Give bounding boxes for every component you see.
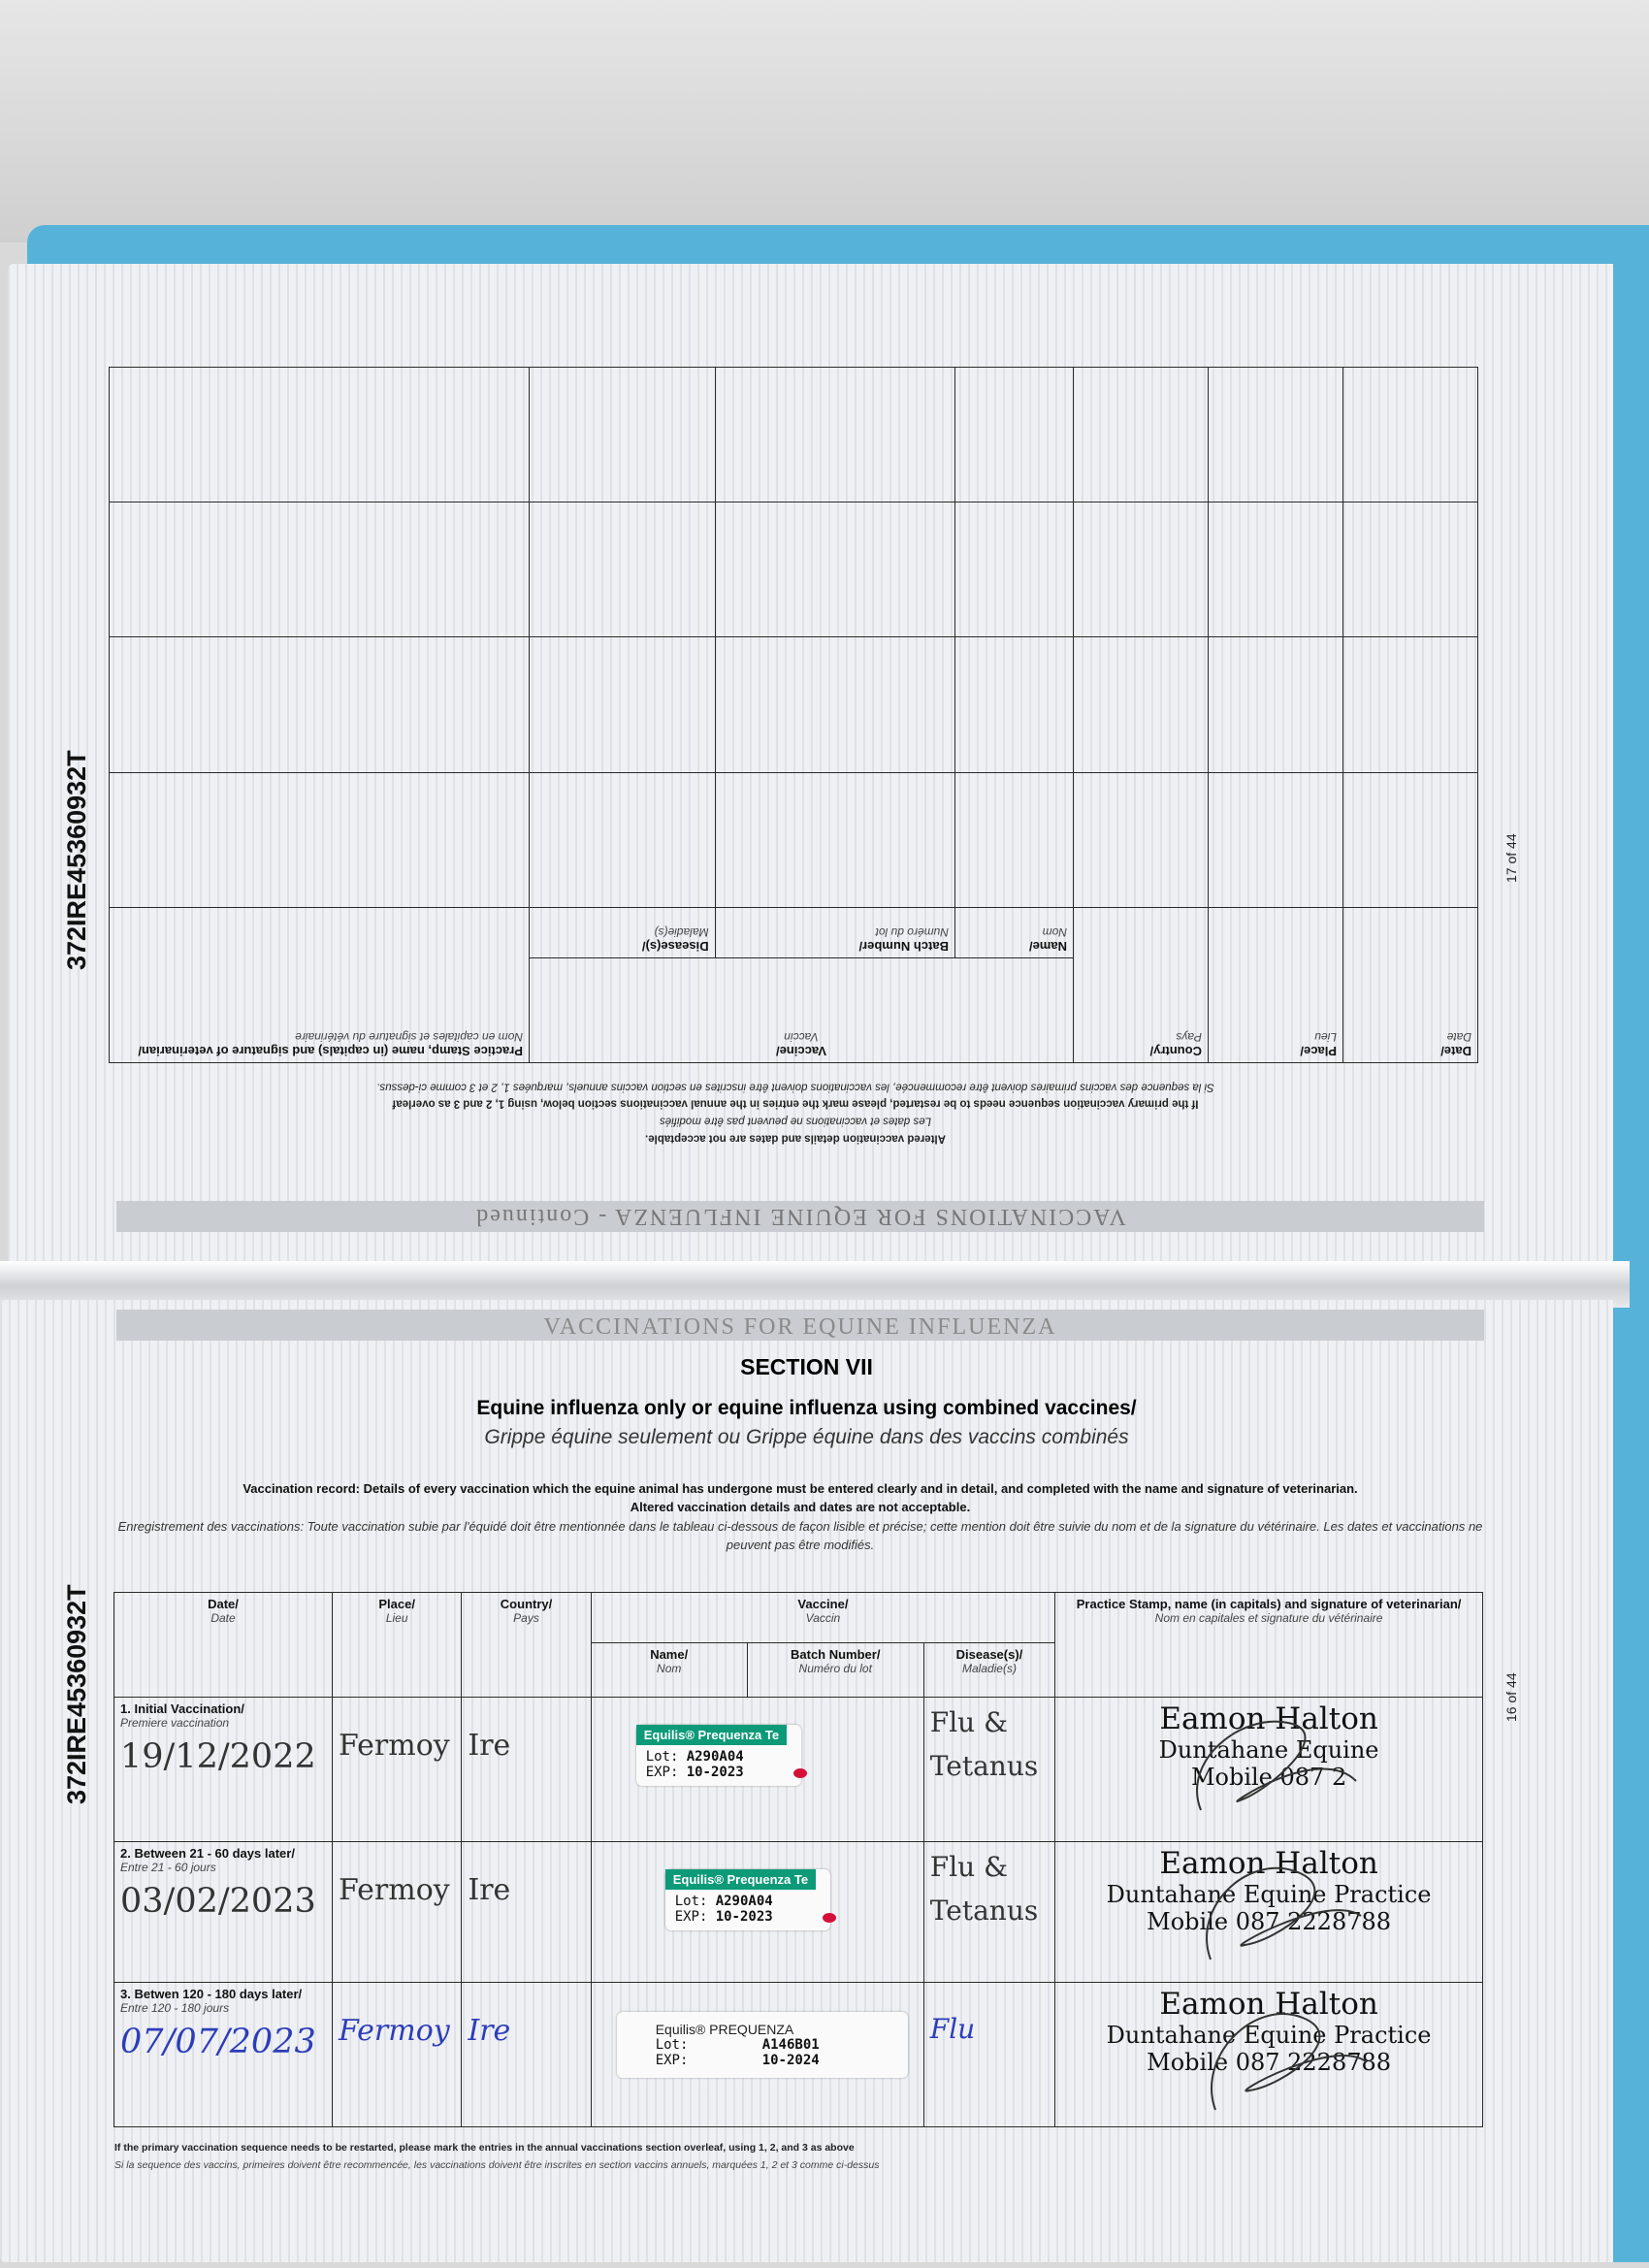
th-vaccine: Vaccine/ Vaccin <box>530 958 1074 1063</box>
row-1-country-cell: Ire <box>462 1698 591 1842</box>
table-row <box>110 502 1478 637</box>
row-2-disease-cell: Flu & Tetanus <box>923 1841 1054 1983</box>
row-2-place-cell: Fermoy <box>332 1841 461 1983</box>
th-name: Name/ Nom <box>954 908 1073 958</box>
row-3-date: 07/07/2023 <box>120 2023 316 2062</box>
row-1-date: 19/12/2022 <box>120 1737 316 1777</box>
table-row <box>114 1698 1483 1842</box>
row-2-date-cell: 2. Between 21 - 60 days later/ Entre 21 - 60 jours 03/02/2023 <box>114 1841 333 1983</box>
top-vaccination-table <box>109 367 1478 1063</box>
row-1-vet-stamp: Eamon Halton Duntahane Equine Mobile 087 2 <box>1055 1698 1483 1842</box>
record-instructions-fr: Enregistrement des vaccinations: Toute vaccination subie par l'équidé doit être mentionnée dans le tableau ci-dessous de façon lisible et précise; cette mention doit être suivie du nom et de la signature du vétérinaire. Les dates et vaccinations ne peuvent pas être modifiés. <box>117 1519 1483 1552</box>
th-disease: Disease(s)/ Maladie(s) <box>530 908 716 958</box>
row-1-disease-cell: Flu & Tetanus <box>923 1698 1054 1842</box>
row-2-vaccine-sticker: Equilis® Prequenza Te Lot: A290A04 EXP: 10-2023 <box>591 1841 923 1983</box>
passport-id-bottom: 372IRE45360932T <box>62 1584 91 1804</box>
record-instructions: Vaccination record: Details of every vaccination which the equine animal has undergone must be entered clearly and in detail, and completed with the name and signature of veterinarian. Altered vaccination details and dates are not acceptable. <box>242 1481 1358 1514</box>
page-number-bottom: 16 of 44 <box>1504 1672 1519 1722</box>
row-3-disease-cell: Flu <box>923 1983 1054 2127</box>
footer-note: If the primary vaccination sequence needs to be restarted, please mark the entries in the annual vaccinations section overleaf, using 1, 2, and 3 as above <box>114 2142 855 2154</box>
altered-note-fr: Les dates et vaccinations ne peuvent pas être modifiés <box>660 1115 932 1127</box>
th-vaccine: Vaccine/ Vaccin <box>591 1593 1054 1643</box>
row-3-vaccine-sticker: Equilis® PREQUENZA Lot: A146B01 EXP: 10-2024 <box>591 1983 923 2127</box>
th-stamp: Practice Stamp, name (in capitals) and signature of veterinarian/ Nom en capitales et signature du vétérinaire <box>110 908 530 1063</box>
th-date: Date/ Date <box>114 1593 333 1698</box>
table-row <box>110 368 1478 502</box>
th-batch: Batch Number/ Numéro du lot <box>747 1643 923 1698</box>
subtitle-en: Equine influenza only or equine influenza using combined vaccines/ <box>476 1397 1137 1419</box>
th-place: Place/ Lieu <box>332 1593 461 1698</box>
row-2-country-cell: Ire <box>462 1841 591 1983</box>
th-disease: Disease(s)/ Maladie(s) <box>923 1643 1054 1698</box>
signature-icon <box>1123 1989 1375 2115</box>
table-row <box>114 1983 1483 2127</box>
signature-icon <box>1123 1703 1375 1830</box>
th-country: Country/ Pays <box>1074 908 1209 1063</box>
section-band-top: VACCINATIONS FOR EQUINE INFLUENZA - Continued <box>116 1201 1484 1232</box>
th-country: Country/ Pays <box>462 1593 591 1698</box>
row-3-vet-stamp: Eamon Halton Duntahane Equine Practice Mobile 087 2228788 <box>1055 1983 1483 2127</box>
signature-icon <box>1123 1848 1375 1974</box>
row-2-vet-stamp: Eamon Halton Duntahane Equine Practice Mobile 087 2228788 <box>1055 1841 1483 1983</box>
restart-note: If the primary vaccination sequence needs to be restarted, please mark the entries in the annual vaccinations section below, using 1, 2 and 3 as overleaf <box>392 1097 1199 1110</box>
row-2-date: 03/02/2023 <box>120 1881 316 1921</box>
th-name: Name/ Nom <box>591 1643 747 1698</box>
th-date: Date/ Date <box>1343 908 1478 1063</box>
th-batch: Batch Number/ Numéro du lot <box>715 908 954 958</box>
row-1-vaccine-sticker: Equilis® Prequenza Te Lot: A290A04 EXP: 10-2023 <box>591 1698 923 1842</box>
subtitle-fr: Grippe équine seulement ou Grippe équine dans des vaccins combinés <box>484 1426 1129 1448</box>
table-row <box>110 637 1478 772</box>
table-row <box>110 772 1478 907</box>
row-3-place-cell: Fermoy <box>332 1983 461 2127</box>
table-row <box>114 1841 1483 1983</box>
th-stamp: Practice Stamp, name (in capitals) and signature of veterinarian/ Nom en capitales et signature du vétérinaire <box>1055 1593 1483 1698</box>
th-place: Place/ Lieu <box>1209 908 1343 1063</box>
row-3-country-cell: Ire <box>462 1983 591 2127</box>
altered-note: Altered vaccination details and dates are not acceptable. <box>645 1132 946 1145</box>
section-band: VACCINATIONS FOR EQUINE INFLUENZA <box>116 1310 1484 1341</box>
section-title: SECTION VII <box>740 1354 873 1379</box>
row-1-date-cell: 1. Initial Vaccination/ Premiere vaccination 19/12/2022 <box>114 1698 333 1842</box>
top-notes <box>213 1077 1377 1146</box>
page-number-top: 17 of 44 <box>1504 833 1519 883</box>
background <box>0 0 1649 243</box>
row-3-date-cell: 3. Betwen 120 - 180 days later/ Entre 120 - 180 jours 07/07/2023 <box>114 1983 333 2127</box>
passport-id-top: 372IRE45360932T <box>62 750 91 970</box>
row-1-place-cell: Fermoy <box>332 1698 461 1842</box>
footer-note-fr: Si la sequence des vaccins, primeires doivent être recommencée, les vaccinations doivent être inscrites en section vaccins annuels, marquées 1, 2 et 3 comme ci-dessus <box>114 2159 880 2171</box>
vaccination-table <box>113 1592 1483 2127</box>
restart-note-fr: Si la sequence des vaccins primaires doivent être recommencée, les vaccinations doivent être inscrites en section vaccins annuels, marquées 1, 2 et 3 comme ci-dessus. <box>376 1080 1214 1092</box>
